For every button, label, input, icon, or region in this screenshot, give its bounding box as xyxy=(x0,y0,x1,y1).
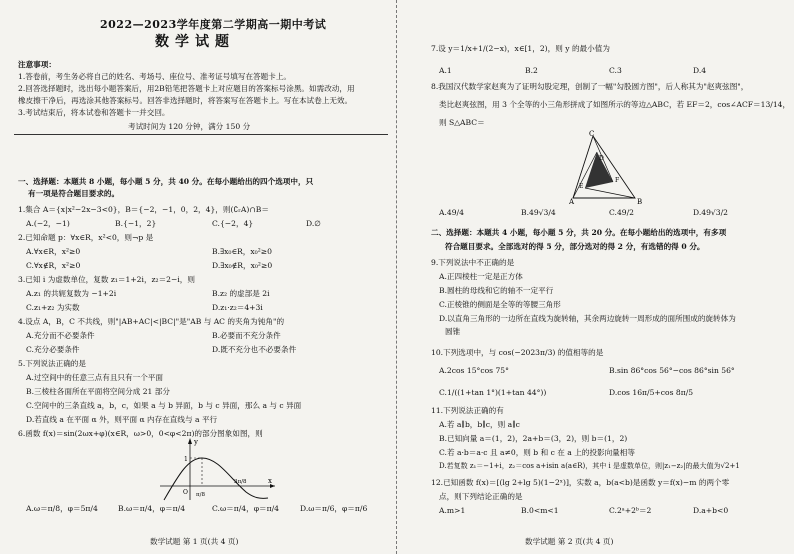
section2-line2: 符合题目要求。全部选对的得 5 分，部分选对的得 2 分，有选错的得 0 分。 xyxy=(445,242,705,251)
q4-option-a: A.充分而不必要条件 xyxy=(26,331,95,340)
q7-stem: 7.设 y＝1/x+1/(2−x)，x∈[1，2)，则 y 的最小值为 xyxy=(431,44,610,53)
q6-option-c: C.ω＝π/4，φ＝π/4 xyxy=(212,504,280,513)
zhao-shuang-figure xyxy=(569,130,649,204)
label-e: E xyxy=(579,183,584,190)
exam-header-title: 2022—2023学年度第二学期高一期中考试 xyxy=(100,18,327,31)
q7-option-d: D.4 xyxy=(693,66,707,75)
sine-curve xyxy=(164,458,268,500)
sine-graph xyxy=(150,436,280,502)
q10-option-c: C.1/((1+tan 1°)(1+tan 44°)) xyxy=(439,388,547,397)
q9-option-a: A.正四棱柱一定是正方体 xyxy=(439,272,523,281)
q2-option-a: A.∀x∈R，x²≥0 xyxy=(26,247,81,256)
label-c: C xyxy=(589,130,595,138)
q3-option-d: D.z₁·z₂＝4+3i xyxy=(212,303,263,312)
q7-option-c: C.3 xyxy=(609,66,622,75)
q1-option-a: A.(−2，−1) xyxy=(26,219,70,228)
q2-option-c: C.∀x∉R，x²≥0 xyxy=(26,261,81,270)
notice-heading: 注意事项： xyxy=(18,60,56,69)
exam-time: 考试时间为 120 分钟，满分 150 分 xyxy=(128,122,251,131)
section1-line2: 有一项是符合题目要求的。 xyxy=(28,189,120,198)
q10-option-a: A.2cos 15°cos 75° xyxy=(439,366,509,375)
q3-option-c: C.z₁+z₂ 为实数 xyxy=(26,303,80,312)
q8-option-d: D.49√3/2 xyxy=(693,208,728,217)
q3-option-a: A.z₁ 的共轭复数为 −1+2i xyxy=(26,289,117,298)
q10-option-b: B.sin 86°cos 56°−cos 86°sin 56° xyxy=(609,366,735,375)
q5-option-c: C.空间中的三条直线 a，b，c，如果 a 与 b 异面，b 与 c 异面，那么 a 与 c 异面 xyxy=(26,401,302,410)
q9-option-d-cont: 圆锥 xyxy=(445,327,461,336)
q9-stem: 9.下列说法中不正确的是 xyxy=(431,258,515,267)
q8-stem-end: 则 S△ABC＝ xyxy=(439,118,485,127)
page-2-footer: 数学试题 第 2 页(共 4 页) xyxy=(525,537,614,546)
q7-option-a: A.1 xyxy=(439,66,452,75)
q11-option-b: B.已知向量 a＝(1，2)，2a+b＝(3，2)，则 b＝(1，2) xyxy=(439,434,628,443)
q8-stem-cont: 类比赵爽弦图，用 3 个全等的小三角形拼成了如图所示的等边△ABC，若 EF＝2，cos∠ACF＝13/14， xyxy=(439,100,791,109)
q5-option-d: D.若直线 a 在平面 α 外，则平面 α 内存在直线与 a 平行 xyxy=(26,415,218,424)
notice-1: 1.答卷前，考生务必将自己的姓名、考场号、座位号、准考证号填写在答题卡上。 xyxy=(18,72,292,81)
q11-option-c: C.若 a·b＝a·c 且 a≠0，则 b 和 c 在 a 上的投影向量相等 xyxy=(439,448,635,457)
q4-option-b: B.必要而不充分条件 xyxy=(212,331,281,340)
q12-stem: 12.已知函数 f(x)＝[(lg 2+lg 5)(1−2ˣ)]，实数 a，b(a<b)是函数 y＝f(x)−m 的两个零 xyxy=(431,478,730,487)
q9-option-c: C.正棱锥的侧面是全等的等腰三角形 xyxy=(439,300,561,309)
notice-2: 2.回答选择题时，选出每小题答案后，用2B铅笔把答题卡上对应题目的答案标号涂黑。如需改动，用 xyxy=(18,84,355,93)
q12-option-a: A.m>1 xyxy=(439,506,466,515)
label-b: B xyxy=(637,198,643,204)
q4-option-c: C.充分必要条件 xyxy=(26,345,80,354)
divider xyxy=(14,134,388,135)
y-axis-arrow xyxy=(188,438,192,444)
page-2 xyxy=(397,0,794,554)
q9-option-b: B.圆柱的母线和它的轴不一定平行 xyxy=(439,286,554,295)
q3-option-b: B.z₂ 的虚部是 2i xyxy=(212,289,270,298)
q12-option-b: B.0<m<1 xyxy=(521,506,559,515)
q2-option-b: B.∃x₀∈R，x₀²≥0 xyxy=(212,247,272,256)
label-f: F xyxy=(615,177,620,184)
q8-option-b: B.49√3/4 xyxy=(521,208,556,217)
q8-stem: 8.我国汉代数学家赵爽为了证明勾股定理，创制了一幅"勾股圆方图"，后人称其为"赵爽弦图"， xyxy=(431,82,749,91)
q10-option-d: D.cos 16π/5+cos 8π/5 xyxy=(609,388,694,397)
q2-stem: 2.已知命题 p：∀x∈R，x²<0，则¬p 是 xyxy=(18,233,154,242)
q6-option-a: A.ω＝π/8，φ＝5π/4 xyxy=(26,504,98,513)
q12-option-d: D.a+b<0 xyxy=(693,506,729,515)
q4-stem: 4.设点 A，B，C 不共线，则"|AB+AC|<|BC|"是"AB 与 AC 的夹角为钝角"的 xyxy=(18,317,285,326)
q8-option-a: A.49/4 xyxy=(439,208,464,217)
q1-stem: 1.集合 A＝{x|x²−2x−3<0}，B＝{−2，−1，0，2，4}，则(∁ᵣA)∩B＝ xyxy=(18,205,269,214)
graph-tick-1: π/8 xyxy=(196,492,205,498)
notice-3: 3.考试结束后，将本试卷和答题卡一并交回。 xyxy=(18,108,170,117)
q11-option-a: A.若 a∥b，b∥c，则 a∥c xyxy=(439,420,520,429)
q5-option-b: B.三棱柱各面所在平面将空间分成 21 部分 xyxy=(26,387,170,396)
q6-option-d: D.ω＝π/6，φ＝π/6 xyxy=(300,504,368,513)
q11-stem: 11.下列说法正确的有 xyxy=(431,406,504,415)
q3-stem: 3.已知 i 为虚数单位，复数 z₁＝1+2i，z₂＝2−i，则 xyxy=(18,275,195,284)
section1-line1: 一、选择题：本题共 8 小题，每小题 5 分，共 40 分。在每小题给出的四个选项中，只 xyxy=(18,177,314,186)
graph-y-label: y xyxy=(194,438,198,446)
section2-line1: 二、选择题：本题共 4 小题，每小题 5 分，共 20 分。在每小题给出的选项中，有多项 xyxy=(431,228,727,237)
segment-bf xyxy=(585,188,635,198)
q5-option-a: A.过空间中的任意三点有且只有一个平面 xyxy=(26,373,163,382)
graph-tick-2: 3π/8 xyxy=(234,479,247,485)
label-a: A xyxy=(569,198,575,204)
q9-option-d: D.以直角三角形的一边所在直线为旋转轴，其余两边旋转一周形成的面所围成的旋转体为 xyxy=(439,314,736,323)
q2-option-d: D.∃x₀∉R，x₀²≥0 xyxy=(212,261,273,270)
graph-x-label: x xyxy=(268,477,272,485)
graph-origin-label: O xyxy=(183,489,188,496)
graph-one-label: 1 xyxy=(184,456,188,463)
q5-stem: 5.下列说法正确的是 xyxy=(18,359,86,368)
label-d: D xyxy=(599,155,604,162)
q1-option-d: D.∅ xyxy=(306,219,321,228)
q6-stem: 6.函数 f(x)＝sin(2ωx+φ)(x∈R，ω>0，0<φ<2π)的部分图象如图，则 xyxy=(18,429,263,438)
q12-option-c: C.2ᵃ+2ᵇ＝2 xyxy=(609,506,652,515)
q7-option-b: B.2 xyxy=(525,66,538,75)
subject-title: 数学试题 xyxy=(155,34,235,50)
q1-option-b: B.{−1，2} xyxy=(115,219,157,228)
q8-option-c: C.49/2 xyxy=(609,208,635,217)
q12-stem-cont: 点，则下列结论正确的是 xyxy=(439,492,523,501)
notice-2-cont: 橡皮擦干净后，再选涂其他答案标号。回答非选择题时，将答案写在答题卡上。写在本试卷上无效。 xyxy=(18,96,353,105)
q4-option-d: D.既不充分也不必要条件 xyxy=(212,345,297,354)
page-1-footer: 数学试题 第 1 页(共 4 页) xyxy=(150,537,239,546)
q1-option-c: C.{−2，4} xyxy=(212,219,254,228)
q10-stem: 10.下列选项中，与 cos(−2023π/3) 的值相等的是 xyxy=(431,348,604,357)
q6-option-b: B.ω＝π/4，φ＝π/4 xyxy=(118,504,186,513)
q11-option-d: D.若复数 z₁＝−1+i，z₂＝cos a+isin a(a∈R)，其中 i 是虚数单位，则|z₁−z₂|的最大值为√2+1 xyxy=(439,462,740,470)
